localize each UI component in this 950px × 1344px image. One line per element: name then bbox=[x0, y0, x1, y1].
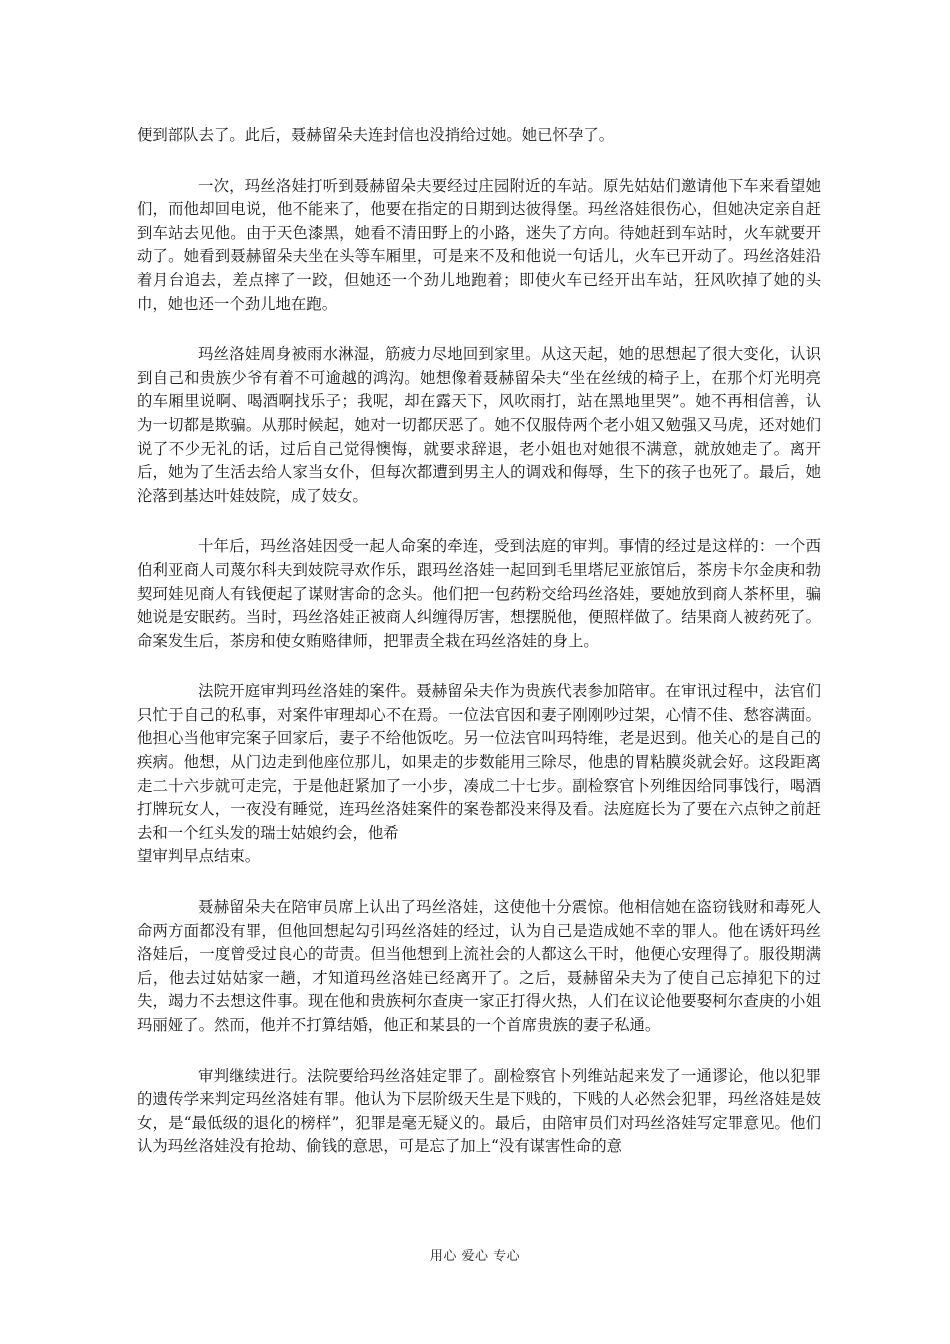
paragraph-5: 法院开庭审判玛丝洛娃的案件。聂赫留朵夫作为贵族代表参加陪审。在审讯过程中，法官们只忙于自己的私事，对案件审理却心不在焉。一位法官因和妻子刚刚吵过架，心情不佳、愁容满面。他担心当他审完案子回家后，妻子不给他饭吃。另一位法官叫玛特维，老是迟到。他关心的是自己的疾病。他想，从门边走到他座位那儿，如果走的步数能用三除尽，他患的胃粘膜炎就会好。这段距离走二十六步就可走完，于是他赶紧加了一小步，凑成二十七步。副检察官卜列维因给同事饯行，喝酒打牌玩女人，一夜没有睡觉，连玛丝洛娃案件的案卷都没来得及看。法庭庭长为了要在六点钟之前赶去和一个红头发的瑞士姑娘约会，他希 望审判早点结束。 bbox=[137, 682, 821, 866]
paragraph-6: 聂赫留朵夫在陪审员席上认出了玛丝洛娃，这使他十分震惊。他相信她在盗窃钱财和毒死人命两方面都没有罪，但他回想起勾引玛丝洛娃的经过，认为自己是造成她不幸的罪人。他在诱奸玛丝洛娃后，一度曾受过良心的苛责。但当他想到上流社会的人都这么干时，他便心安理得了。服役期满后，他去过姑姑家一趟，才知道玛丝洛娃已经离开了。之后，聂赫留朵夫为了使自己忘掉犯下的过失，竭力不去想这件事。现在他和贵族柯尔查庚一家正打得火热，人们在议论他要娶柯尔查庚的小姐玛丽娅了。然而，他并不打算结婚，他正和某县的一个首席贵族的妻子私通。 bbox=[137, 898, 821, 1034]
paragraph-1: 便到部队去了。此后，聂赫留朵夫连封信也没捎给过她。她已怀孕了。 bbox=[137, 126, 615, 144]
paragraph-4: 十年后，玛丝洛娃因受一起人命案的牵连，受到法庭的审判。事情的经过是这样的：一个西伯利亚商人司蔑尔科夫到妓院寻欢作乐，跟玛丝洛娃一起回到毛里塔尼亚旅馆后，茶房卡尔金庚和勃契珂娃见商人有钱便起了谋财害命的念头。他们把一包药粉交给玛丝洛娃，要她放到商人茶杯里，骗她说是安眠药。当时，玛丝洛娃正被商人纠缠得厉害，想摆脱他，便照样做了。结果商人被药死了。命案发生后，茶房和使女贿赂律师，把罪责全栽在玛丝洛娃的身上。 bbox=[137, 537, 821, 650]
paragraph-7: 审判继续进行。法院要给玛丝洛娃定罪了。副检察官卜列维站起来发了一通谬论，他以犯罪的遗传学来判定玛丝洛娃有罪。他认为下层阶级天生是下贱的，下贱的人必然会犯罪，玛丝洛娃是妓女，是“最低级的退化的榜样”，犯罪是毫无疑义的。最后，由陪审员们对玛丝洛娃写定罪意见。他们认为玛丝洛娃没有抢劫、偷钱的意思，可是忘了加上“没有谋害性命的意 bbox=[137, 1066, 821, 1156]
paragraph-3: 玛丝洛娃周身被雨水淋湿，筋疲力尽地回到家里。从这天起，她的思想起了很大变化，认识到自己和贵族少爷有着不可逾越的鸿沟。她想像着聂赫留朵夫“坐在丝绒的椅子上，在那个灯光明亮的车厢里说啊、喝酒啊找乐子；我呢，却在露天下，风吹雨打，站在黑地里哭”。她不再相信善，认为一切都是欺骗。从那时候起，她对一切都厌恶了。她不仅服侍两个老小姐又勉强又马虎，还对她们说了不少无礼的话，过后自己觉得懊悔，就要求辞退，老小姐也对她很不满意，就放她走了。离开后，她为了生活去给人家当女仆，但每次都遭到男主人的调戏和侮辱，生下的孩子也死了。最后，她沦落到基达叶娃妓院，成了妓女。 bbox=[137, 345, 821, 505]
page-footer: 用心 爱心 专心 bbox=[429, 1249, 521, 1264]
document-body bbox=[137, 124, 821, 1186]
paragraph-2: 一次，玛丝洛娃打听到聂赫留朵夫要经过庄园附近的车站。原先姑姑们邀请他下车来看望她们，而他却回电说，他不能来了，他要在指定的日期到达彼得堡。玛丝洛娃很伤心，但她决定亲自赶到车站去见他。由于天色漆黑，她看不清田野上的小路，迷失了方向。待她赶到车站时，火车就要开动了。她看到聂赫留朵夫坐在头等车厢里，可是来不及和他说一句话儿，火车已开动了。玛丝洛娃沿着月台追去，差点摔了一跤，但她还一个劲儿地跑着；即使火车已经开出车站，狂风吹掉了她的头巾，她也还一个劲儿地在跑。 bbox=[137, 176, 821, 313]
